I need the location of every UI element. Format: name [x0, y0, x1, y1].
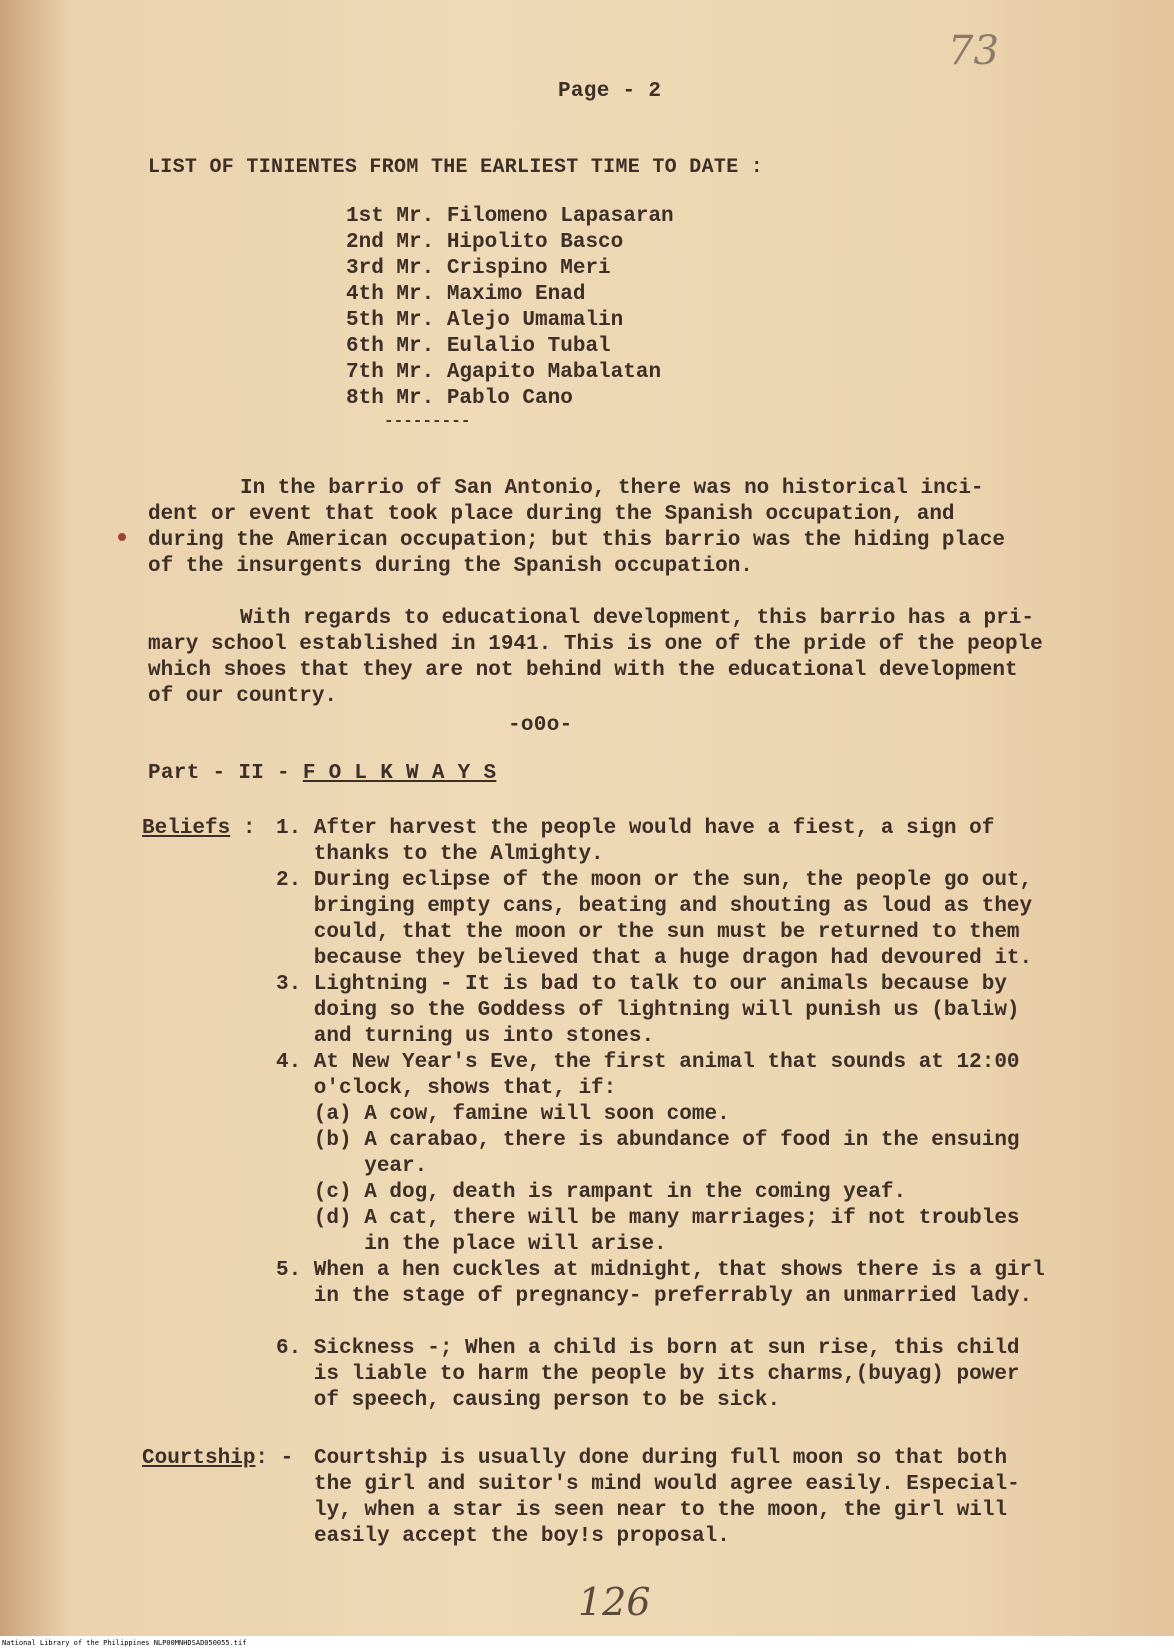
- paragraph-line: which shoes that they are not behind with the educational development: [148, 659, 1018, 682]
- belief-line: o'clock, shows that, if:: [276, 1077, 617, 1100]
- belief-line: 2. During eclipse of the moon or the sun, the people go out,: [276, 869, 1033, 892]
- belief-line: (b) A carabao, there is abundance of food in the ensuing: [276, 1129, 1020, 1152]
- list-divider: ---------: [384, 412, 471, 430]
- archive-footer: National Library of the Philippines NLP00MNHDSAD050055.tif: [0, 1636, 1174, 1650]
- courtship-label: Courtship: [142, 1447, 256, 1470]
- paragraph-line: In the barrio of San Antonio, there was no historical inci-: [240, 477, 984, 500]
- belief-line: 1. After harvest the people would have a fiest, a sign of: [276, 817, 995, 840]
- list-item: 8th Mr. Pablo Cano: [346, 387, 573, 410]
- list-item: 1st Mr. Filomeno Lapasaran: [346, 205, 674, 228]
- section-separator: -o0o-: [508, 714, 573, 737]
- belief-line: doing so the Goddess of lightning will punish us (baliw): [276, 999, 1020, 1022]
- belief-line: could, that the moon or the sun must be returned to them: [276, 921, 1020, 944]
- part-heading: [148, 762, 496, 785]
- belief-line: because they believed that a huge dragon had devoured it.: [276, 947, 1033, 970]
- beliefs-label-row: [142, 816, 268, 842]
- page-header: Page - 2: [558, 80, 662, 103]
- belief-line: 4. At New Year's Eve, the first animal that sounds at 12:00: [276, 1051, 1020, 1074]
- part-heading-prefix: Part - II -: [148, 762, 303, 785]
- belief-line: thanks to the Almighty.: [276, 843, 604, 866]
- paragraph-line: With regards to educational development, this barrio has a pri-: [240, 607, 1034, 630]
- courtship-line: easily accept the boy!s proposal.: [314, 1525, 730, 1548]
- belief-line: 3. Lightning - It is bad to talk to our animals because by: [276, 973, 1007, 996]
- belief-line: and turning us into stones.: [276, 1025, 655, 1048]
- courtship-line: the girl and suitor's mind would agree easily. Especial-: [314, 1473, 1020, 1496]
- belief-line: is liable to harm the people by its charms,(buyag) power: [276, 1363, 1020, 1386]
- courtship-line: Courtship is usually done during full moon so that both: [314, 1447, 1008, 1470]
- list-item: 6th Mr. Eulalio Tubal: [346, 335, 611, 358]
- list-item: 7th Mr. Agapito Mabalatan: [346, 361, 662, 384]
- paragraph-line: mary school established in 1941. This is one of the pride of the people: [148, 633, 1043, 656]
- handwritten-page-number: 73: [948, 28, 999, 74]
- paragraph-line: of the insurgents during the Spanish occupation.: [148, 555, 753, 578]
- list-item: 2nd Mr. Hipolito Basco: [346, 231, 624, 254]
- belief-line: in the stage of pregnancy- preferrably an unmarried lady.: [276, 1285, 1033, 1308]
- belief-line: (d) A cat, there will be many marriages; if not troubles: [276, 1207, 1020, 1230]
- paragraph-line: dent or event that took place during the Spanish occupation, and: [148, 503, 955, 526]
- belief-line: (a) A cow, famine will soon come.: [276, 1103, 730, 1126]
- list-title: LIST OF TINIENTES FROM THE EARLIEST TIME TO DATE :: [148, 156, 764, 179]
- belief-line: 5. When a hen cuckles at midnight, that shows there is a girl: [276, 1259, 1045, 1282]
- courtship-label-row: [142, 1446, 306, 1472]
- list-item: 3rd Mr. Crispino Meri: [346, 257, 611, 280]
- part-heading-title: F O L K W A Y S: [302, 762, 497, 785]
- paragraph-line: of our country.: [148, 685, 338, 708]
- handwritten-folio-number: 126: [578, 1580, 651, 1624]
- paragraph-line: during the American occupation; but this barrio was the hiding place: [148, 529, 1005, 552]
- belief-line: (c) A dog, death is rampant in the coming yeaf.: [276, 1181, 907, 1204]
- belief-line: in the place will arise.: [276, 1233, 667, 1256]
- list-item: 5th Mr. Alejo Umamalin: [346, 309, 624, 332]
- beliefs-separator: :: [230, 817, 269, 840]
- belief-line: 6. Sickness -; When a child is born at sun rise, this child: [276, 1337, 1020, 1360]
- courtship-separator: : -: [255, 1447, 306, 1470]
- beliefs-label: Beliefs: [142, 817, 231, 840]
- belief-line: year.: [276, 1155, 428, 1178]
- list-item: 4th Mr. Maximo Enad: [346, 283, 586, 306]
- margin-mark: [118, 533, 126, 541]
- belief-line: of speech, causing person to be sick.: [276, 1389, 781, 1412]
- courtship-line: ly, when a star is seen near to the moon, the girl will: [314, 1499, 1008, 1522]
- belief-line: bringing empty cans, beating and shouting as loud as they: [276, 895, 1033, 918]
